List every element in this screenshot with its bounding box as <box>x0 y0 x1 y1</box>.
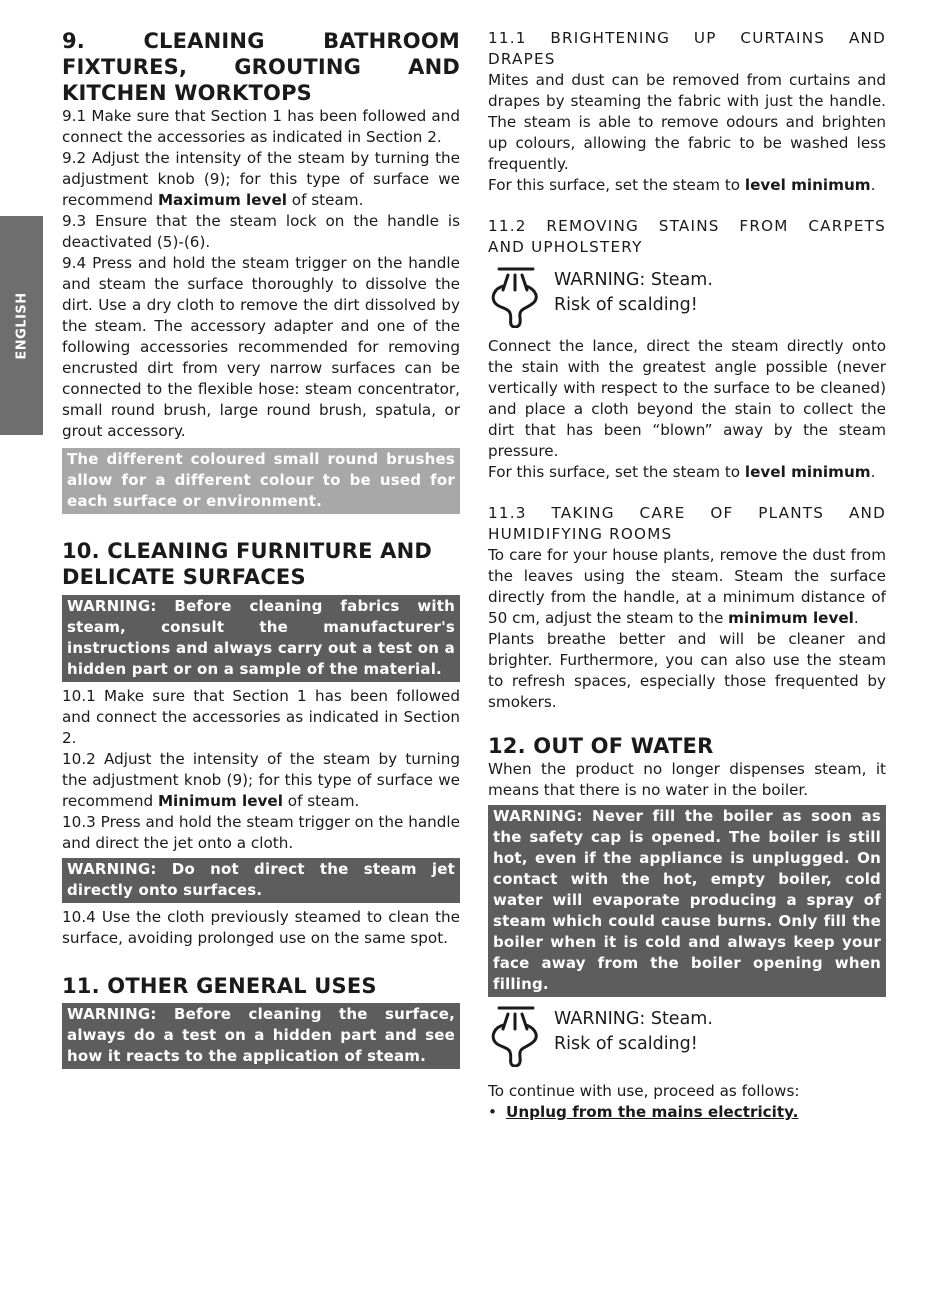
section-10-2: 10.2 Adjust the intensity of the steam by turning the adjustment knob (9); for this type of surface we recommend Minimum level of steam. <box>62 750 460 810</box>
jet-warning-box: WARNING: Do not direct the steam jet directly onto surfaces. <box>62 858 460 903</box>
section-10-3: 10.3 Press and hold the steam trigger on the handle and direct the jet onto a cloth. <box>62 813 460 852</box>
section-11-title: 11. OTHER GENERAL USES <box>62 974 377 998</box>
section-9-title: 9. CLEANING BATHROOM FIXTURES, GROUTING AND KITCHEN WORKTOPS <box>62 29 460 105</box>
steam-warning-1-line2: Risk of scalding! <box>554 295 698 315</box>
section-12-title: 12. OUT OF WATER <box>488 734 714 758</box>
section-9-3: 9.3 Ensure that the steam lock on the handle is deactivated (5)-(6). <box>62 212 460 251</box>
section-11-3-body-2: Plants breathe better and will be cleaner and brighter. Furthermore, you can also use the steam to refresh spaces, especially those frequented by smokers. <box>488 630 886 711</box>
general-use-warning-box: WARNING: Before cleaning the surface, always do a test on a hidden part and see how it reacts to the application of steam. <box>62 1003 460 1069</box>
section-11-1-setting: For this surface, set the steam to level minimum. <box>488 176 876 194</box>
section-12-intro: When the product no longer dispenses steam, it means that there is no water in the boiler. <box>488 760 886 799</box>
section-9-1: 9.1 Make sure that Section 1 has been followed and connect the accessories as indicated in Section 2. <box>62 107 460 146</box>
right-column <box>488 28 886 1123</box>
steam-scald-warning-icon <box>488 1005 542 1067</box>
section-9-4: 9.4 Press and hold the steam trigger on the handle and steam the surface thoroughly to dissolve the dirt. Use a dry cloth to remove the dirt dissolved by the steam. The accessory adapter and one of the following accessories recommended for removing encrusted dirt from very narrow surfaces can be connected to the flexible hose: steam concentrator, small round brush, large round brush, spatula, or grout accessory. <box>62 254 460 440</box>
steam-warning-2 <box>488 1005 886 1067</box>
steam-warning-2-line2: Risk of scalding! <box>554 1034 698 1054</box>
left-column <box>62 28 460 1069</box>
section-11-3-title: 11.3 TAKING CARE OF PLANTS AND HUMIDIFYING ROOMS <box>488 504 886 543</box>
section-9-2: 9.2 Adjust the intensity of the steam by turning the adjustment knob (9); for this type of surface we recommend Maximum level of steam. <box>62 149 460 209</box>
boiler-warning-box: WARNING: Never fill the boiler as soon as the safety cap is opened. The boiler is still hot, even if the appliance is unplugged. On contact with the hot, empty boiler, cold water will evaporate producing a spray of steam which could cause burns. Only fill the boiler when it is cold and always keep your face away from the boiler opening when filling. <box>488 805 886 997</box>
brush-colour-note: The different coloured small round brushes allow for a different colour to be used for each surface or environment. <box>62 448 460 514</box>
steam-warning-1 <box>488 266 886 328</box>
fabric-warning-box: WARNING: Before cleaning fabrics with steam, consult the manufacturer's instructions and always carry out a test on a hidden part or on a sample of the material. <box>62 595 460 682</box>
continue-steps-list <box>488 1102 886 1123</box>
list-item: • Unplug from the mains electricity. <box>488 1103 799 1121</box>
section-10-4: 10.4 Use the cloth previously steamed to clean the surface, avoiding prolonged use on the same spot. <box>62 908 460 947</box>
section-10-1: 10.1 Make sure that Section 1 has been followed and connect the accessories as indicated in Section 2. <box>62 687 460 747</box>
section-11-2-body: Connect the lance, direct the steam directly onto the stain with the greatest angle possible (never vertically with respect to the surface to be cleaned) and place a cloth beyond the stain to collect the dirt that has been “blown” away by the steam pressure. <box>488 337 886 460</box>
steam-warning-2-line1: WARNING: Steam. <box>554 1009 713 1029</box>
language-tab-label: ENGLISH <box>14 291 29 360</box>
language-tab <box>0 216 43 435</box>
section-11-2-setting: For this surface, set the steam to level minimum. <box>488 463 876 481</box>
section-11-1-title: 11.1 BRIGHTENING UP CURTAINS AND DRAPES <box>488 29 886 68</box>
section-12-continue: To continue with use, proceed as follows: <box>488 1082 800 1100</box>
section-11-2-title: 11.2 REMOVING STAINS FROM CARPETS AND UPHOLSTERY <box>488 217 886 256</box>
steam-warning-1-line1: WARNING: Steam. <box>554 270 713 290</box>
section-10-title: 10. CLEANING FURNITURE AND DELICATE SURFACES <box>62 539 433 589</box>
section-11-3-body: To care for your house plants, remove the dust from the leaves using the steam. Steam the surface directly from the handle, at a minimum distance of 50 cm, adjust the steam to the minimum level. <box>488 546 886 627</box>
section-11-1-body: Mites and dust can be removed from curtains and drapes by steaming the fabric with just the handle. The steam is able to remove odours and brighten up colours, allowing the fabric to be washed less frequently. <box>488 71 886 173</box>
steam-scald-warning-icon <box>488 266 542 328</box>
